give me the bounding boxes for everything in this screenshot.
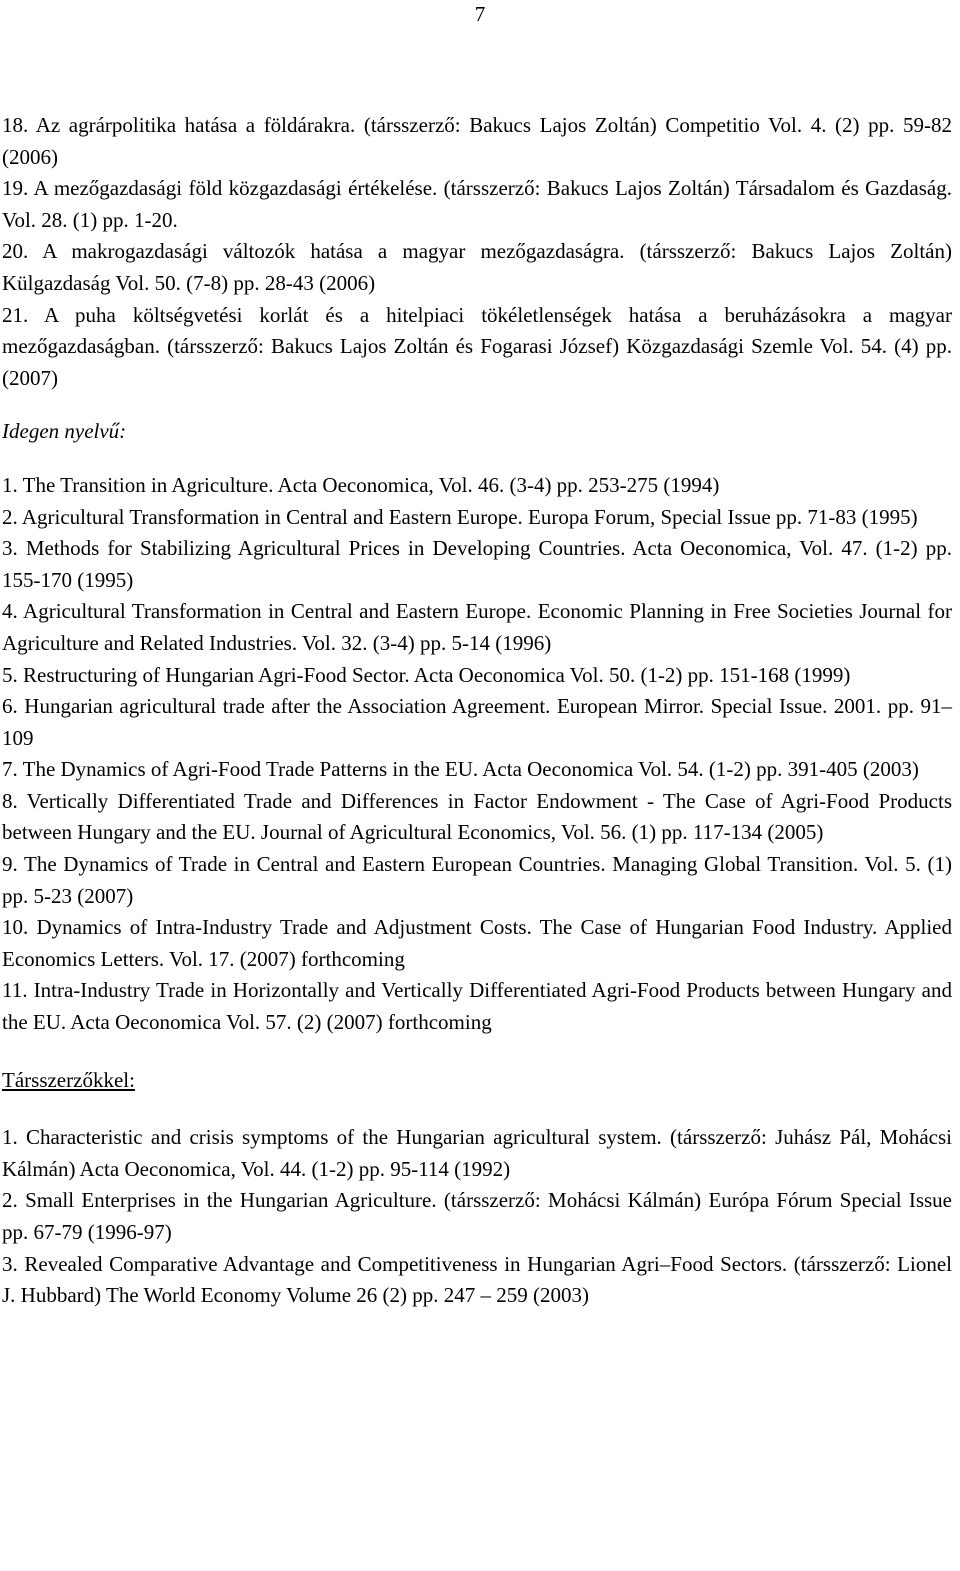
publication-list [2,110,952,1312]
foreign-entry-6: 6. Hungarian agricultural trade after the Association Agreement. European Mirror. Special Issue. 2001. pp. 91–109 [2,694,952,750]
foreign-entry-10: 10. Dynamics of Intra-Industry Trade and Adjustment Costs. The Case of Hungarian Food Industry. Applied Economics Letters. Vol. 17. (2007) forthcoming [2,915,952,971]
foreign-entry-2: 2. Agricultural Transformation in Central and Eastern Europe. Europa Forum, Special Issue pp. 71-83 (1995) [2,504,918,529]
coauthor-entry-2: 2. Small Enterprises in the Hungarian Agriculture. (társszerző: Mohácsi Kálmán) Európa Fórum Special Issue pp. 67-79 (1996-97) [2,1188,952,1244]
foreign-entry-4: 4. Agricultural Transformation in Central and Eastern Europe. Economic Planning in Free Societies Journal for Agriculture and Related Industries. Vol. 32. (3-4) pp. 5-14 (1996) [2,599,952,655]
hungarian-entry-19: 19. A mezőgazdasági föld közgazdasági értékelése. (társszerző: Bakucs Lajos Zoltán) Társadalom és Gazdaság. Vol. 28. (1) pp. 1-20. [2,176,952,232]
foreign-entry-9: 9. The Dynamics of Trade in Central and Eastern European Countries. Managing Global Transition. Vol. 5. (1) pp. 5-23 (2007) [2,852,952,908]
foreign-entry-7: 7. The Dynamics of Agri-Food Trade Patterns in the EU. Acta Oeconomica Vol. 54. (1-2) pp. 391-405 (2003) [2,757,919,782]
section-gap [2,1096,952,1122]
section-gap [2,394,952,416]
foreign-entry-5: 5. Restructuring of Hungarian Agri-Food Sector. Acta Oeconomica Vol. 50. (1-2) pp. 151-168 (1999) [2,662,851,687]
foreign-entry-8: 8. Vertically Differentiated Trade and Differences in Factor Endowment - The Case of Agri-Food Products between Hungary and the EU. Journal of Agricultural Economics, Vol. 56. (1) pp. 117-134 (2005) [2,788,952,845]
foreign-entry-1: 1. The Transition in Agriculture. Acta Oeconomica, Vol. 46. (3-4) pp. 253-275 (1994) [2,472,720,497]
coauthor-heading: Társszerzőkkel: [2,1067,135,1092]
page-number: 7 [474,2,486,26]
foreign-entry-3: 3. Methods for Stabilizing Agricultural Prices in Developing Countries. Acta Oeconomica, Vol. 47. (1-2) pp. 155-170 (1995) [2,536,952,592]
hungarian-entry-21: 21. A puha költségvetési korlát és a hitelpiaci tökéletlenségek hatása a beruházásokra a magyar mezőgazdaságban. (társszerző: Bakucs Lajos Zoltán és Fogarasi József) Közgazdasági Szemle Vol. 54. (4) pp. (2007) [2,302,952,390]
hungarian-entry-18: 18. Az agrárpolitika hatása a földárakra. (társszerző: Bakucs Lajos Zoltán) Competitio Vol. 4. (2) pp. 59-82 (2006) [2,113,952,169]
foreign-entry-11: 11. Intra-Industry Trade in Horizontally and Vertically Differentiated Agri-Food Products between Hungary and the EU. Acta Oeconomica Vol. 57. (2) (2007) forthcoming [2,978,952,1035]
coauthor-entry-1: 1. Characteristic and crisis symptoms of the Hungarian agricultural system. (társszerző: Juhász Pál, Mohácsi Kálmán) Acta Oeconomica, Vol. 44. (1-2) pp. 95-114 (1992) [2,1125,952,1181]
foreign-language-heading: Idegen nyelvű: [2,419,127,444]
hungarian-entry-20: 20. A makrogazdasági változók hatása a magyar mezőgazdaságra. (társszerző: Bakucs Lajos Zoltán) Külgazdaság Vol. 50. (7-8) pp. 28-43 (2006) [2,239,952,295]
section-gap [2,1039,952,1065]
section-gap [2,448,952,470]
coauthor-entry-3: 3. Revealed Comparative Advantage and Competitiveness in Hungarian Agri–Food Sectors. (társszerző: Lionel J. Hubbard) The World Economy Volume 26 (2) pp. 247 – 259 (2003) [2,1251,952,1308]
